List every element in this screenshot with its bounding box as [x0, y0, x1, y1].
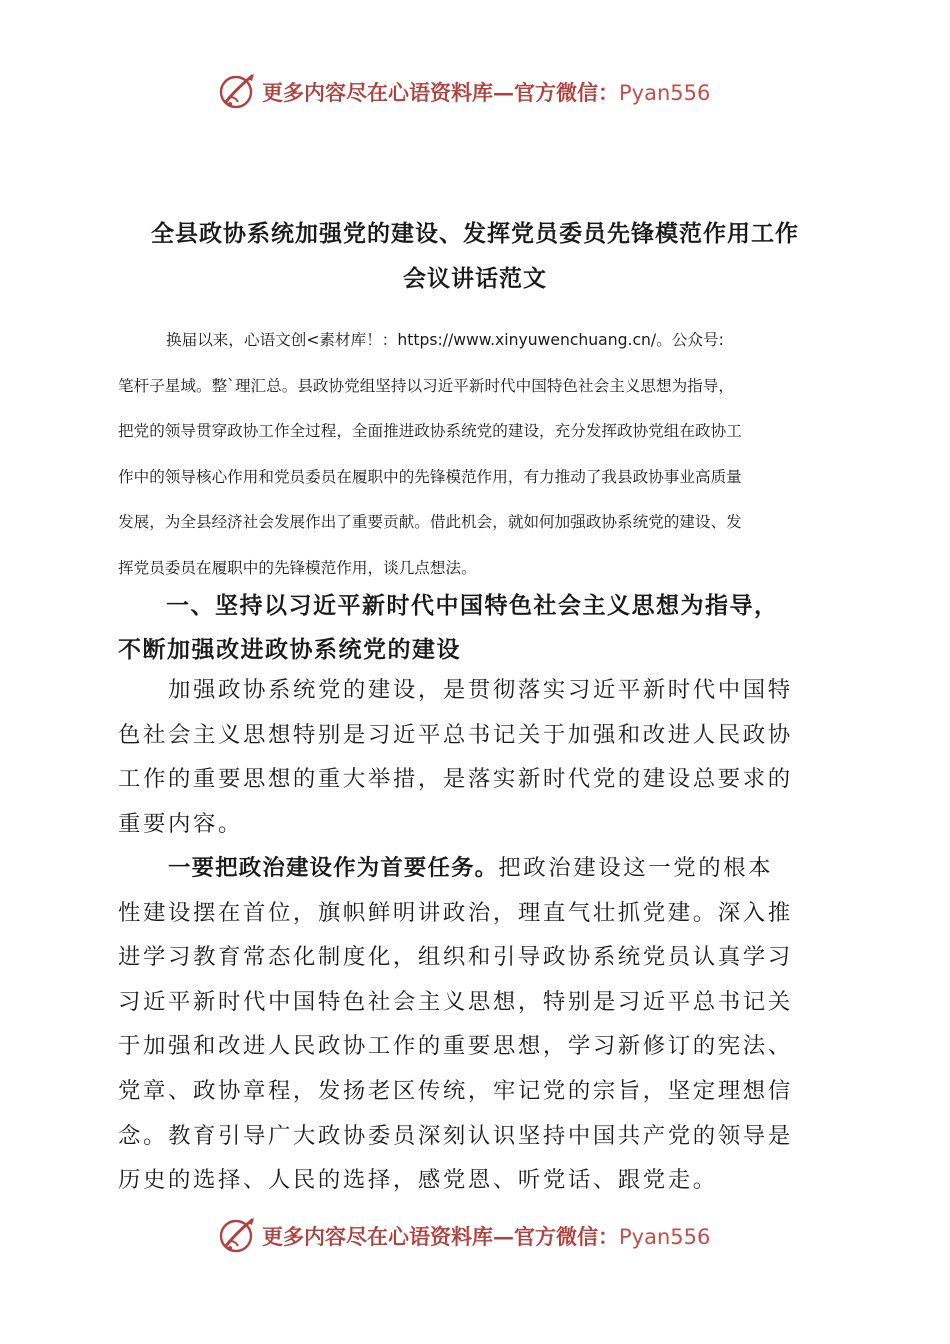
intro-line: 把党的领导贯穿政协工作全过程，全面推进政协系统党的建设，充分发挥政协党组在政协工 [118, 422, 742, 440]
pen-logo-icon [218, 72, 258, 112]
body-line: 于加强和改进人民政协工作的重要思想，学习新修订的宪法、 [118, 1033, 793, 1060]
section-heading [118, 584, 838, 672]
footer-banner [218, 1216, 710, 1256]
body-line: 性建设摆在首位，旗帜鲜明讲政治，理直气壮抓党建。深入推 [118, 899, 793, 926]
body-line: 重要内容。 [118, 810, 243, 837]
body-line: 习近平新时代中国特色社会主义思想，特别是习近平总书记关 [118, 988, 793, 1015]
intro-line: 挥党员委员在履职中的先锋模范作用，谈几点想法。 [118, 558, 477, 577]
paragraph-lead-rest: 把政治建设这一党的根本 [498, 855, 774, 881]
title-line: 会议讲话范文 [403, 266, 547, 292]
banner-wechat-id: Pyan556 [619, 81, 711, 105]
body-line: 进学习教育常态化制度化，组织和引导政协系统党员认真学习 [118, 944, 793, 971]
body-line [118, 846, 838, 891]
intro-line: 换届以来，心语文创<素材库！：https://www.xinyuwenchuang.cn/。公众号: [166, 331, 724, 349]
body-line: 加强政协系统党的建设，是贯彻落实习近平新时代中国特 [168, 677, 793, 703]
body-paragraph-2 [118, 846, 838, 1203]
banner-text: 更多内容尽在心语资料库—官方微信：Pyan556 [262, 1224, 711, 1249]
body-line: 历史的选择、人民的选择，感党恩、听党话、跟党走。 [118, 1167, 718, 1194]
intro-line: 作中的领导核心作用和党员委员在履职中的先锋模范作用，有力推动了我县政协事业高质量 [118, 467, 742, 486]
paragraph-lead: 一要把政治建设作为首要任务。 [168, 855, 499, 881]
banner-wechat-id: Pyan556 [619, 1225, 711, 1249]
intro-line: 笔杆子星域。整`理汇总。县政协党组坚持以习近平新时代中国特色社会主义思想为指导， [118, 376, 734, 395]
body-line: 党章、政协章程，发扬老区传统，牢记党的宗旨，坚定理想信 [118, 1077, 793, 1104]
body-line: 工作的重要思想的重大举措，是落实新时代党的建设总要求的 [118, 766, 793, 793]
header-banner [218, 72, 710, 112]
intro-paragraph [118, 318, 826, 591]
pen-logo-icon [218, 1216, 258, 1256]
banner-text: 更多内容尽在心语资料库—官方微信：Pyan556 [262, 80, 711, 105]
intro-line: 发展，为全县经济社会发展作出了重要贡献。借此机会，就如何加强政协系统党的建设、发 [118, 513, 742, 531]
document-title [100, 212, 850, 302]
body-line: 念。教育引导广大政协委员深刻认识坚持中国共产党的领导是 [118, 1122, 793, 1149]
title-line: 全县政协系统加强党的建设、发挥党员委员先锋模范作用工作 [151, 221, 799, 247]
heading-line: 一、坚持以习近平新时代中国特色社会主义思想为指导， [166, 593, 779, 619]
heading-line: 不断加强改进政协系统党的建设 [118, 637, 461, 663]
body-paragraph-1 [118, 668, 838, 846]
body-line: 色社会主义思想特别是习近平总书记关于加强和改进人民政协 [118, 721, 793, 748]
